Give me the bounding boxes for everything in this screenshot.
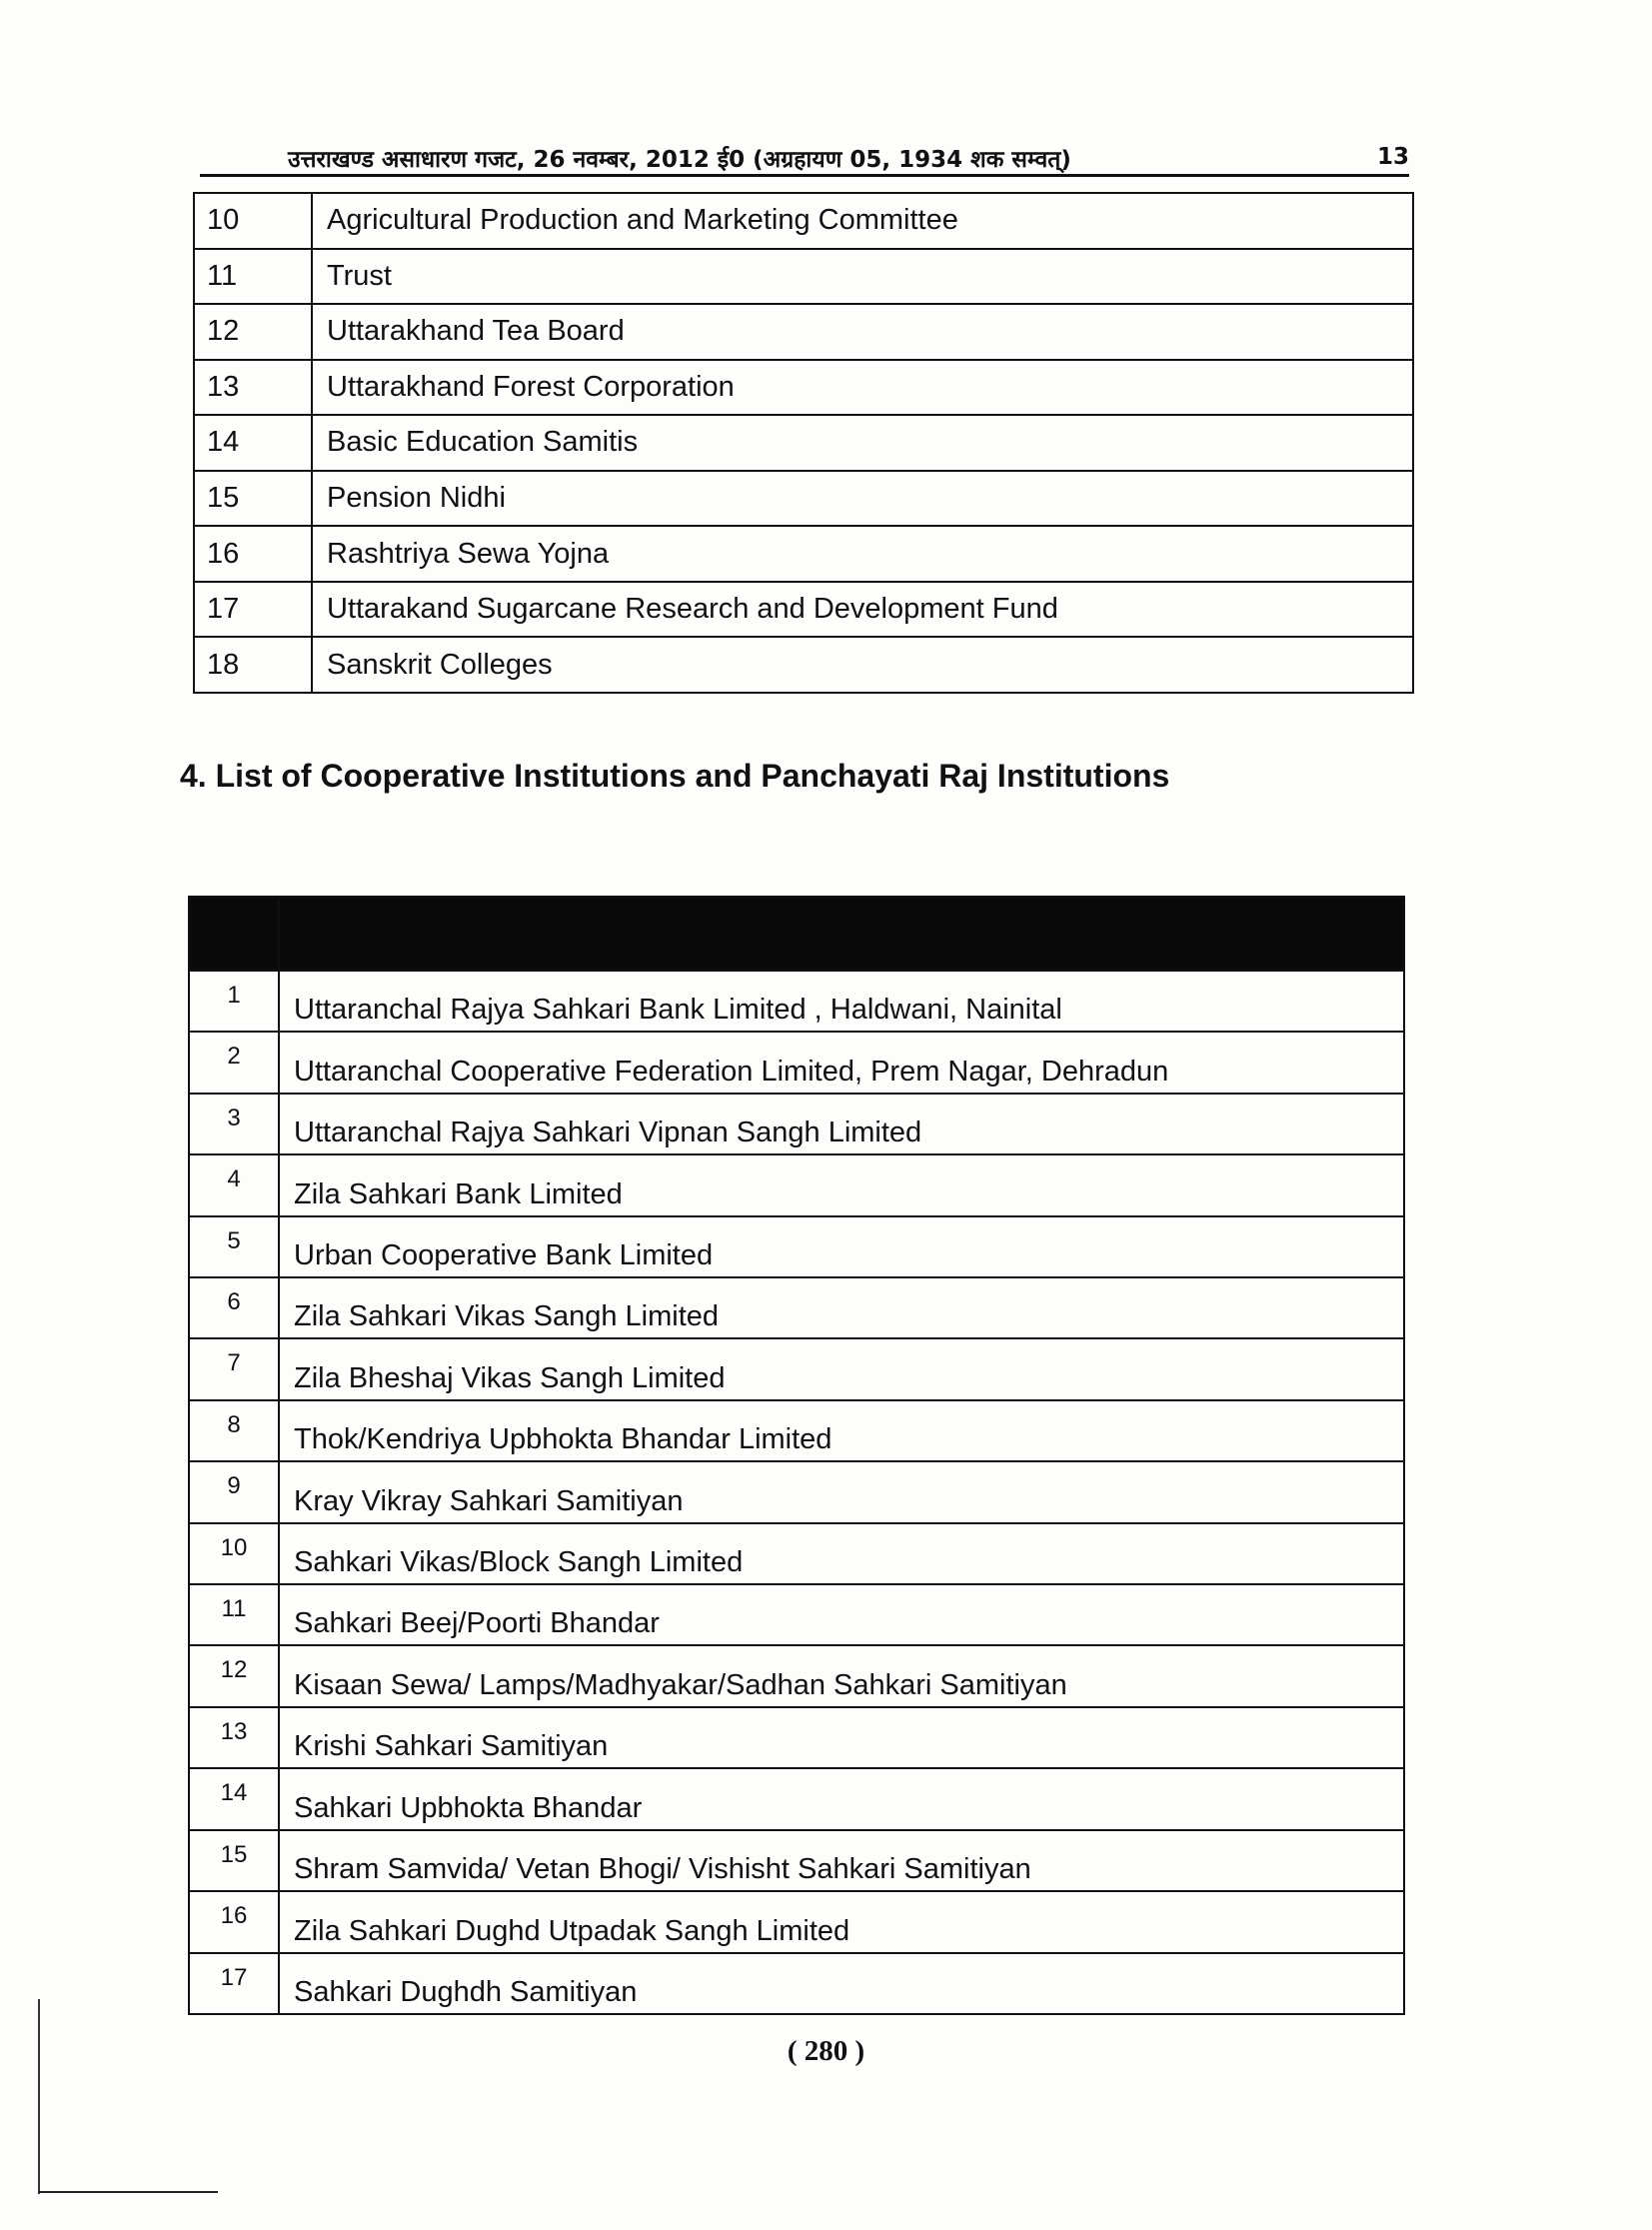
row-number: 15 [194,471,312,527]
row-text: Sahkari Vikas/Block Sangh Limited [279,1523,1404,1584]
row-text: Agricultural Production and Marketing Committee [312,193,1413,249]
row-text: Sanskrit Colleges [312,637,1413,693]
row-number: 11 [189,1584,279,1645]
row-number: 16 [194,526,312,582]
row-number: 11 [194,249,312,305]
row-text: Rashtriya Sewa Yojna [312,526,1413,582]
table-row [189,1768,1404,1829]
row-number: 2 [189,1032,279,1093]
table-row [189,1523,1404,1584]
row-text: Uttaranchal Rajya Sahkari Vipnan Sangh Limited [279,1094,1404,1154]
scan-edge-line [38,1999,40,2194]
row-text: Pension Nidhi [312,471,1413,527]
header-cell-number [189,897,279,971]
row-text: Sahkari Dughdh Samitiyan [279,1953,1404,2015]
row-number: 14 [189,1768,279,1829]
table-row [189,1154,1404,1215]
table-row [189,1707,1404,1768]
row-text: Kisaan Sewa/ Lamps/Madhyakar/Sadhan Sahkari Samitiyan [279,1645,1404,1706]
table-row [194,304,1413,360]
row-number: 9 [189,1461,279,1522]
table-row [189,1216,1404,1277]
row-number: 13 [189,1707,279,1768]
row-text: Thok/Kendriya Upbhokta Bhandar Limited [279,1400,1404,1461]
table-row [189,971,1404,1032]
row-text: Basic Education Samitis [312,415,1413,471]
row-number: 10 [189,1523,279,1584]
table-row [189,1032,1404,1093]
row-number: 12 [189,1645,279,1706]
section-heading: 4. List of Cooperative Institutions and Panchayati Raj Institutions [180,758,1170,794]
row-text: Zila Sahkari Bank Limited [279,1154,1404,1215]
row-number: 14 [194,415,312,471]
row-number: 17 [189,1953,279,2015]
page-number: 13 [1376,144,1409,170]
row-number: 16 [189,1891,279,1952]
row-text: Urban Cooperative Bank Limited [279,1216,1404,1277]
table-row [189,1338,1404,1399]
row-text: Zila Bheshaj Vikas Sangh Limited [279,1338,1404,1399]
table-row [189,1277,1404,1338]
table-row [194,249,1413,305]
table-header-row [189,897,1404,971]
table-row [194,471,1413,527]
row-text: Zila Sahkari Vikas Sangh Limited [279,1277,1404,1338]
row-text: Trust [312,249,1413,305]
row-text: Uttaranchal Cooperative Federation Limited, Prem Nagar, Dehradun [279,1032,1404,1093]
table-row [194,193,1413,249]
header-cell-name [279,897,1404,971]
table-row [189,1953,1404,2015]
table-row [194,415,1413,471]
table-row [189,1400,1404,1461]
table-row [189,1094,1404,1154]
scan-edge-mark [38,2191,218,2193]
row-number: 5 [189,1216,279,1277]
table-row [189,1584,1404,1645]
row-number: 15 [189,1830,279,1891]
row-number: 7 [189,1338,279,1399]
table-row [194,360,1413,416]
row-number: 18 [194,637,312,693]
table-row [194,582,1413,638]
institutions-table-continued [193,192,1414,694]
table-row [189,1645,1404,1706]
row-text: Shram Samvida/ Vetan Bhogi/ Vishisht Sahkari Samitiyan [279,1830,1404,1891]
row-number: 12 [194,304,312,360]
row-text: Uttaranchal Rajya Sahkari Bank Limited , Haldwani, Nainital [279,971,1404,1032]
row-number: 6 [189,1277,279,1338]
row-text: Uttarakand Sugarcane Research and Development Fund [312,582,1413,638]
table-row [189,1461,1404,1522]
row-number: 8 [189,1400,279,1461]
row-text: Kray Vikray Sahkari Samitiyan [279,1461,1404,1522]
table-row [189,1830,1404,1891]
row-text: Zila Sahkari Dughd Utpadak Sangh Limited [279,1891,1404,1952]
row-number: 1 [189,971,279,1032]
row-number: 3 [189,1094,279,1154]
row-number: 4 [189,1154,279,1215]
row-text: Uttarakhand Forest Corporation [312,360,1413,416]
table-row [194,526,1413,582]
row-number: 17 [194,582,312,638]
page-footer-number: ( 280 ) [787,2035,865,2067]
row-text: Sahkari Upbhokta Bhandar [279,1768,1404,1829]
table-row [194,637,1413,693]
cooperative-institutions-table [188,896,1405,2015]
row-text: Krishi Sahkari Samitiyan [279,1707,1404,1768]
table-row [189,1891,1404,1952]
row-text: Sahkari Beej/Poorti Bhandar [279,1584,1404,1645]
gazette-header [200,130,1409,177]
row-number: 13 [194,360,312,416]
row-number: 10 [194,193,312,249]
row-text: Uttarakhand Tea Board [312,304,1413,360]
gazette-title: उत्तराखण्ड असाधारण गजट, 26 नवम्बर, 2012 ई0 (अग्रहायण 05, 1934 शक सम्वत्) [288,147,1071,173]
